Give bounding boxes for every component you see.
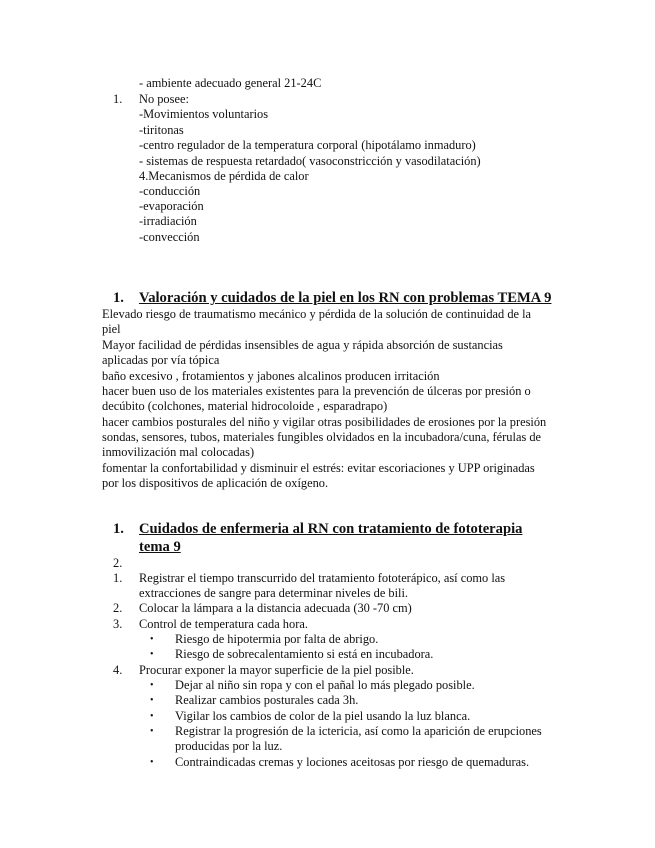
paragraph-line: decúbito (colchones, material hidrocoloide , esparadrapo): [102, 399, 388, 413]
bullet-icon: •: [150, 711, 154, 722]
paragraph-line: inmovilización mal colocadas): [102, 445, 255, 459]
sub-line: -tiritonas: [139, 123, 184, 137]
paragraph-line: sondas, sensores, tubos, materiales fungibles olvidados en la incubadora/cuna, férulas de: [102, 430, 542, 444]
bullet-text: Contraindicadas cremas y lociones aceitosas por riesgo de quemaduras.: [175, 755, 530, 769]
section-number: 1.: [113, 521, 124, 537]
bullet-text: producidas por la luz.: [175, 739, 283, 753]
paragraph-line: aplicadas por vía tópica: [102, 353, 220, 367]
sub-line: -evaporación: [139, 199, 204, 213]
bullet-icon: •: [150, 634, 154, 645]
bullet-text: Realizar cambios posturales cada 3h.: [175, 693, 359, 707]
bullet-icon: •: [150, 649, 154, 660]
section-number: 1.: [113, 290, 124, 306]
list-item-text: extracciones de sangre para determinar niveles de bili.: [139, 586, 409, 600]
bullet-icon: •: [150, 757, 154, 768]
bullet-icon: •: [150, 695, 154, 706]
paragraph-line: Elevado riesgo de traumatismo mecánico y pérdida de la solución de continuidad de la: [102, 307, 532, 321]
section-heading-phototherapy: Cuidados de enfermeria al RN con tratamiento de fototerapia: [139, 521, 523, 537]
list-number: 3.: [113, 617, 123, 631]
bullet-text: Registrar la progresión de la ictericia, así como la aparición de erupciones: [175, 724, 542, 738]
bullet-text: Dejar al niño sin ropa y con el pañal lo más plegado posible.: [175, 678, 475, 692]
ambient-temperature-line: - ambiente adecuado general 21-24C: [139, 76, 322, 90]
sub-line: 4.Mecanismos de pérdida de calor: [139, 169, 309, 183]
sub-line: - sistemas de respuesta retardado( vasoconstricción y vasodilatación): [139, 154, 481, 168]
list-item-text: Registrar el tiempo transcurrido del tratamiento fototerápico, así como las: [139, 571, 506, 585]
sub-line: -irradiación: [139, 214, 197, 228]
bullet-text: Vigilar los cambios de color de la piel usando la luz blanca.: [175, 709, 471, 723]
list-number: 4.: [113, 663, 123, 677]
list-item-text: Colocar la lámpara a la distancia adecuada (30 -70 cm): [139, 601, 412, 615]
list-item-text: Control de temperatura cada hora.: [139, 617, 308, 631]
paragraph-line: hacer buen uso de los materiales existentes para la prevención de úlceras por presión o: [102, 384, 531, 398]
list-number: 2.: [113, 601, 123, 615]
list-number: 1.: [113, 571, 123, 585]
paragraph-line: baño excesivo , frotamientos y jabones alcalinos producen irritación: [102, 369, 440, 383]
sub-line: -Movimientos voluntarios: [139, 107, 269, 121]
section-heading-skin-care: Valoración y cuidados de la piel en los RN con problemas TEMA 9: [139, 290, 552, 306]
paragraph-line: Mayor facilidad de pérdidas insensibles de agua y rápida absorción de sustancias: [102, 338, 503, 352]
paragraph-line: piel: [102, 322, 121, 336]
section-heading-phototherapy-line2: tema 9: [139, 539, 181, 555]
sub-line: -conducción: [139, 184, 201, 198]
bullet-icon: •: [150, 680, 154, 691]
bullet-text: Riesgo de sobrecalentamiento si está en incubadora.: [175, 647, 434, 661]
list-item-text: No posee:: [139, 92, 189, 106]
sub-line: -convección: [139, 230, 200, 244]
sub-line: -centro regulador de la temperatura corporal (hipotálamo inmaduro): [139, 138, 476, 152]
paragraph-line: por los dispositivos de aplicación de oxígeno.: [102, 476, 329, 490]
bullet-icon: •: [150, 726, 154, 737]
paragraph-line: hacer cambios posturales del niño y vigilar otras posibilidades de erosiones por la presión: [102, 415, 547, 429]
paragraph-line: fomentar la confortabilidad y disminuir el estrés: evitar escoriaciones y UPP originadas: [102, 461, 535, 475]
list-number: 1.: [113, 92, 123, 106]
bullet-text: Riesgo de hipotermia por falta de abrigo.: [175, 632, 379, 646]
list-number-empty: 2.: [113, 556, 123, 570]
list-item-text: Procurar exponer la mayor superficie de la piel posible.: [139, 663, 414, 677]
